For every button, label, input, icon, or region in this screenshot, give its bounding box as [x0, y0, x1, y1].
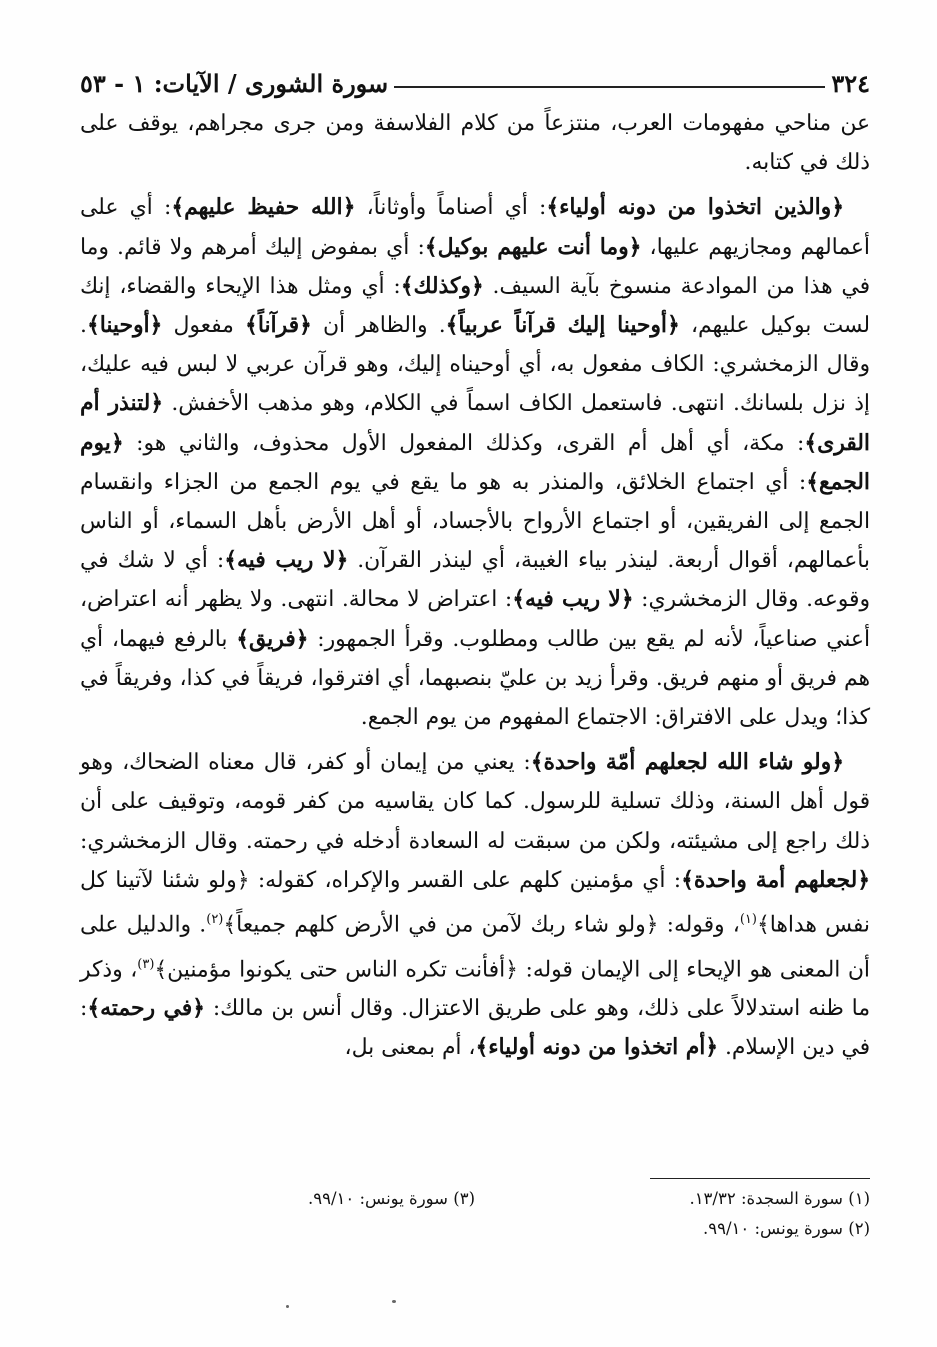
quran-quote: ﴿لتنذر أم القرى﴾ [80, 391, 870, 456]
text-run: ، وذكر ما ظنه استدلالاً على ذلك، وهو على طريق الاعتزال. وقال أنس بن مالك: [80, 956, 870, 1021]
quran-quote: ﴿ولو شاء الله لجعلهم أمّة واحدة﴾ [530, 750, 844, 776]
text-run: : أي ومثل هذا الإيحاء والقضاء، إنك لست بوكيل عليهم، [80, 273, 871, 339]
text-run: . وقال الزمخشري: الكاف مفعول به، أي أوحيناه إليك، وهو قرآن عربي لا لبس فيه عليك، إذ نزل بلسانك. انتهى. فاستعمل الكاف اسماً في الكلام، وهو مذهب الأخفش. [80, 313, 870, 417]
text-run: مفعول [162, 313, 246, 339]
text-run: : أي بمفوض إليك أمرهم ولا قائم. وما في هذا من الموادعة منسوخ بآية السيف. [80, 234, 870, 299]
quran-quote: ﴿يوم الجمع﴾ [80, 430, 870, 495]
text-run: : في دين الإسلام. [80, 996, 870, 1061]
text-run: : أي لا شك في وقوعه. وقال الزمخشري: [80, 548, 870, 613]
quran-quote: ﴿فريق﴾ [236, 626, 309, 652]
body-text [80, 104, 870, 1067]
page-number: ٣٢٤ [831, 69, 870, 98]
header-rule [394, 86, 825, 88]
quran-quote: ﴿أوحينا إليك قرآناً عربياً﴾ [445, 313, 680, 339]
text-run: : أي على أعمالهم ومجازيهم عليها، [80, 195, 870, 260]
text-run: : أي أصناماً وأوثاناً، [355, 195, 547, 221]
quran-quote: ﴿أوحينا﴾ [86, 313, 163, 339]
text-run: : يعني من إيمان أو كفر، قال معناه الضحاك، وهو قول أهل السنة، وذلك تسلية للرسول. كما كان يقاسيه من كفر قومه، وتوقيف على أن ذلك راجع إلى مشيئته، ولكن من سبقت له السعادة أدخله في رحمته. وقال الزمخشري: [80, 750, 870, 854]
paragraph-2 [80, 188, 870, 737]
running-header [80, 60, 870, 98]
quran-quote: ﴿لا ريب فيه﴾ [512, 587, 634, 613]
paragraph-1 [80, 104, 870, 182]
quran-quote: ﴿وما أنت عليهم بوكيل﴾ [424, 234, 642, 260]
quran-quote: ﴿لجعلهم أمة واحدة﴾ [681, 867, 870, 893]
footnote-rule [650, 1178, 870, 1179]
text-run: ، أم بمعنى بل، [344, 1035, 476, 1061]
text-run: : أي اجتماع الخلائق، والمنذر به هو ما يقع في يوم الجمع من الجزاء وانقسام الجمع إلى الفريقين، أو اجتماع الأرواح بالأجساد، أو أهل الأرض بأهل السماء، أو الناس بأعمالهم، أقوال أربعة. لينذر بياء الغيبة، أي لينذر القرآن. [80, 469, 870, 574]
quran-quote: ﴿وكذلك﴾ [400, 273, 484, 299]
footnote-ref: (١) [739, 912, 757, 928]
text-run: بالرفع فيهما، أي هم فريق أو منهم فريق. وقرأ زيد بن عليّ بنصبهما، أي افترقوا، فريقاً في كذا، وفريقاً في كذا؛ ويدل على الافتراق: الاجتماع المفهوم من يوم الجمع. [80, 626, 870, 731]
text-run: . والدليل على أن المعنى هو الإيحاء إلى الإيمان قوله: ﴿أفأنت تكره الناس حتى يكونوا مؤمنين﴾ [80, 912, 870, 982]
footnote-2: (٢) سورة يونس: ٩٩/١٠. [702, 1219, 870, 1238]
quran-quote: ﴿قرآناً﴾ [245, 313, 312, 339]
quran-quote: ﴿الله حفيظ عليهم﴾ [171, 195, 356, 221]
text-run: . والظاهر أن [311, 313, 446, 339]
footnote-ref: (٣) [137, 956, 155, 972]
text-run: : مكة، أي أهل أم القرى، وكذلك المفعول الأول محذوف، والثاني هو: [123, 430, 805, 456]
text-run: : أي مؤمنين كلهم على القسر والإكراه، كقوله: ﴿ولو شئنا لآتينا كل نفس هداها﴾ [80, 867, 870, 938]
quran-quote: ﴿أم اتخذوا من دونه أولياء﴾ [475, 1035, 719, 1061]
scan-speck [392, 1300, 396, 1303]
quran-quote: ﴿لا ريب فيه﴾ [224, 548, 349, 574]
scan-speck [286, 1305, 289, 1308]
header-title: سورة الشورى / الآيات: ١ - ٥٣ [80, 69, 389, 98]
quran-quote: ﴿والذين اتخذوا من دونه أولياء﴾ [546, 195, 844, 221]
footnote-1: (١) سورة السجدة: ١٣/٣٢. [689, 1189, 870, 1208]
footnote-ref: (٢) [206, 912, 224, 928]
text-run: : اعتراض لا محالة. انتهى. ولا يظهر أنه اعتراض، أعني صناعياً، لأنه لم يقع بين طالب ومطلوب. وقرأ الجمهور: [80, 587, 870, 652]
text-run: ، وقوله: ﴿ولو شاء ربك لآمن من في الأرض كلهم جميعاً﴾ [223, 912, 740, 938]
paragraph-3 [80, 743, 870, 1067]
footnote-3: (٣) سورة يونس: ٩٩/١٠. [307, 1189, 475, 1208]
text-run: عن مناحي مفهومات العرب، منتزعاً من كلام الفلاسفة ومن جرى مجراهم، يوقف على ذلك في كتابه. [80, 111, 870, 176]
footnotes [80, 1184, 870, 1244]
quran-quote: ﴿في رحمته﴾ [87, 996, 205, 1021]
